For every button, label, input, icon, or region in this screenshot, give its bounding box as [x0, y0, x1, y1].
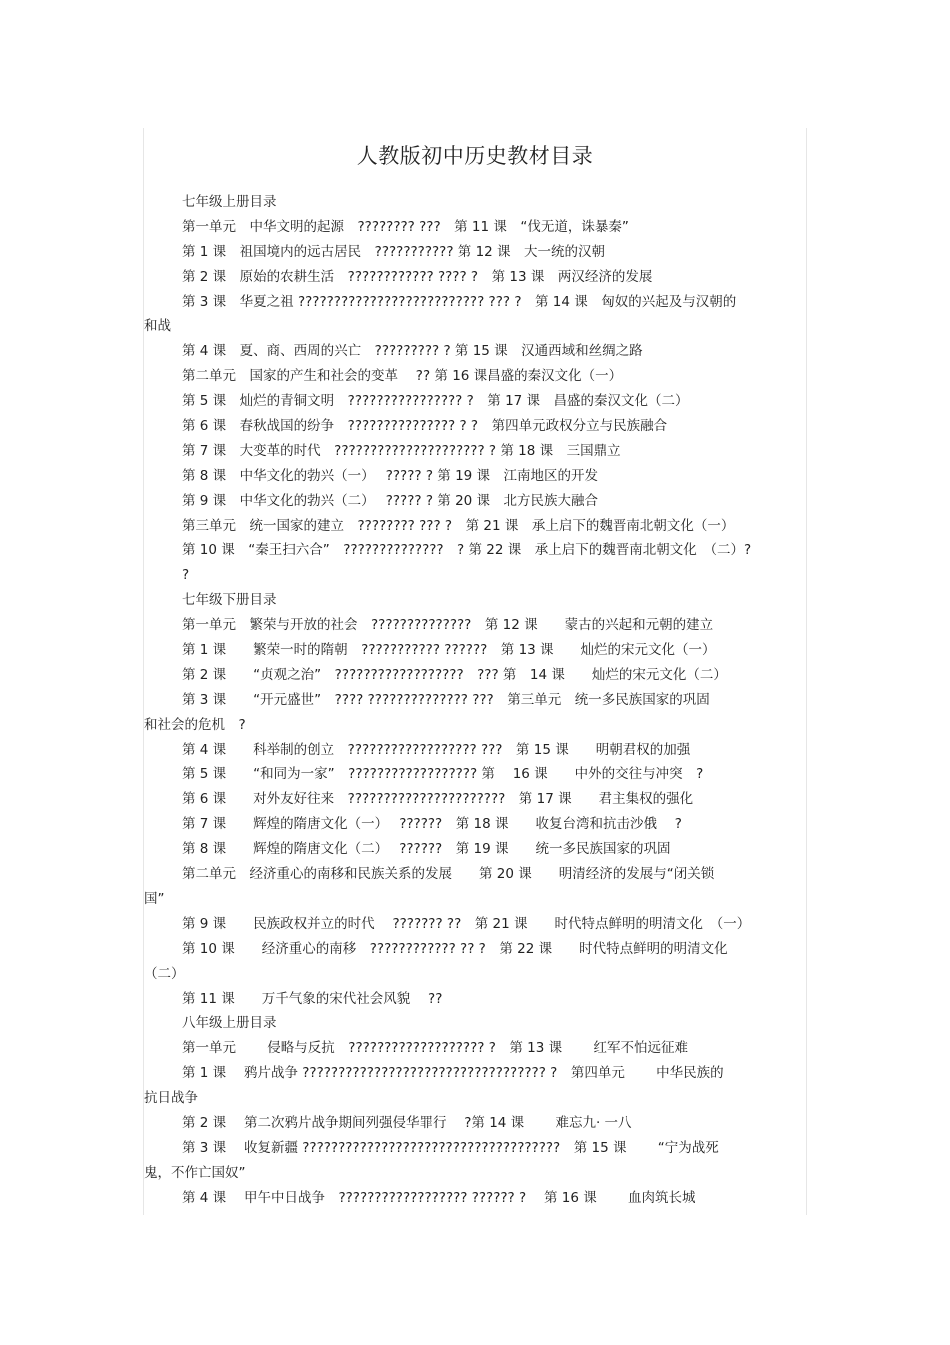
toc-line: 第 1 课 鸦片战争 ?????????????????????????????????? ? 第四单元 中华民族的 — [182, 1065, 724, 1082]
toc-line: 第 4 课 夏、商、西周的兴亡 ????????? ? 第 15 课 汉通西域和丝绸之路 — [182, 343, 643, 360]
toc-line: 第 8 课 辉煌的隋唐文化（二） ?????? 第 19 课 统一多民族国家的巩固 — [182, 841, 671, 858]
document-title: 人教版初中历史教材目录 — [356, 144, 594, 168]
toc-line: 第 1 课 繁荣一时的隋朝 ??????????? ?????? 第 13 课 灿烂的宋元文化（一） — [182, 642, 716, 659]
toc-line: 第 4 课 甲午中日战争 ?????????????????? ?????? ? 第 16 课 血肉筑长城 — [182, 1189, 696, 1206]
toc-line: 第 2 课 第二次鸦片战争期间列强侵华罪行 ?第 14 课 难忘九· 一八 — [182, 1114, 632, 1131]
toc-line: 第 10 课 “秦王扫六合” ?????????????? ? 第 22 课 承上启下的魏晋南北朝文化 （二）? — [182, 542, 752, 559]
toc-line: 第二单元 经济重心的南移和民族关系的发展 第 20 课 明清经济的发展与“闭关锁 — [182, 866, 715, 883]
toc-line: 第 11 课 万千气象的宋代社会风貌 ?? — [182, 990, 443, 1007]
toc-line: 第 6 课 对外友好往来 ?????????????????????? 第 17 课 君主集权的强化 — [182, 791, 694, 808]
toc-line: 第 9 课 民族政权并立的时代 ??????? ?? 第 21 课 时代特点鲜明的明清文化 （一） — [182, 915, 751, 932]
toc-line: 第一单元 中华文明的起源 ???????? ??? 第 11 课 “伐无道，诛暴秦” — [182, 218, 629, 235]
toc-line: 第 3 课 “开元盛世” ???? ?????????????? ??? 第三单元 统一多民族国家的巩固 — [182, 691, 710, 708]
toc-line: （二） — [144, 965, 185, 982]
toc-line: 第 5 课 灿烂的青铜文明 ???????????????? ? 第 17 课 昌盛的秦汉文化（二） — [182, 393, 689, 410]
toc-line: 第 5 课 “和同为一家” ?????????????????? 第 16 课 中外的交往与冲突 ? — [182, 766, 704, 783]
toc-line: 第 8 课 中华文化的勃兴（一） ????? ? 第 19 课 江南地区的开发 — [182, 467, 599, 484]
toc-line: 第 6 课 春秋战国的纷争 ??????????????? ? ? 第四单元政权分立与民族融合 — [182, 418, 668, 435]
toc-line: 第 1 课 祖国境内的远古居民 ??????????? 第 12 课 大一统的汉朝 — [182, 243, 606, 260]
toc-line: 第一单元 繁荣与开放的社会 ?????????????? 第 12 课 蒙古的兴起和元朝的建立 — [182, 617, 714, 634]
toc-line: 第 3 课 收复新疆 ???????????????????????????????????? 第 15 课 “宁为战死 — [182, 1139, 719, 1156]
toc-line: 和战 — [144, 318, 171, 335]
toc-line: 第 7 课 辉煌的隋唐文化（一） ?????? 第 18 课 收复台湾和抗击沙俄 ? — [182, 816, 682, 833]
toc-line: ? — [182, 567, 190, 584]
toc-line: 第 4 课 科举制的创立 ?????????????????? ??? 第 15 课 明朝君权的加强 — [182, 741, 691, 758]
toc-line: 第二单元 国家的产生和社会的变革 ?? 第 16 课昌盛的秦汉文化（一） — [182, 368, 623, 385]
toc-line: 第 3 课 华夏之祖 ?????????????????????????? ??? ? 第 14 课 匈奴的兴起及与汉朝的 — [182, 293, 737, 310]
document-body — [144, 190, 804, 1211]
toc-line: 第 2 课 “贞观之治” ?????????????????? ??? 第 14 课 灿烂的宋元文化（二） — [182, 666, 727, 683]
toc-line: 第 9 课 中华文化的勃兴（二） ????? ? 第 20 课 北方民族大融合 — [182, 492, 599, 509]
toc-line: 七年级下册目录 — [182, 592, 277, 609]
toc-line: 第三单元 统一国家的建立 ???????? ??? ? 第 21 课 承上启下的魏晋南北朝文化（一） — [182, 517, 735, 534]
toc-line: 八年级上册目录 — [182, 1015, 277, 1032]
toc-line: 第 7 课 大变革的时代 ????????????????????? ? 第 18 课 三国鼎立 — [182, 442, 621, 459]
toc-line: 国” — [144, 890, 165, 907]
toc-line: 和社会的危机 ? — [144, 716, 246, 733]
toc-line: 鬼，不作亡国奴” — [144, 1164, 246, 1181]
toc-line: 七年级上册目录 — [182, 194, 277, 210]
toc-line: 第一单元 侵略与反抗 ??????????????????? ? 第 13 课 红军不怕远征难 — [182, 1040, 688, 1057]
toc-line: 第 2 课 原始的农耕生活 ???????????? ???? ? 第 13 课 两汉经济的发展 — [182, 268, 653, 285]
toc-line: 抗日战争 — [144, 1090, 198, 1107]
toc-line: 第 10 课 经济重心的南移 ???????????? ?? ? 第 22 课 时代特点鲜明的明清文化 — [182, 940, 728, 957]
